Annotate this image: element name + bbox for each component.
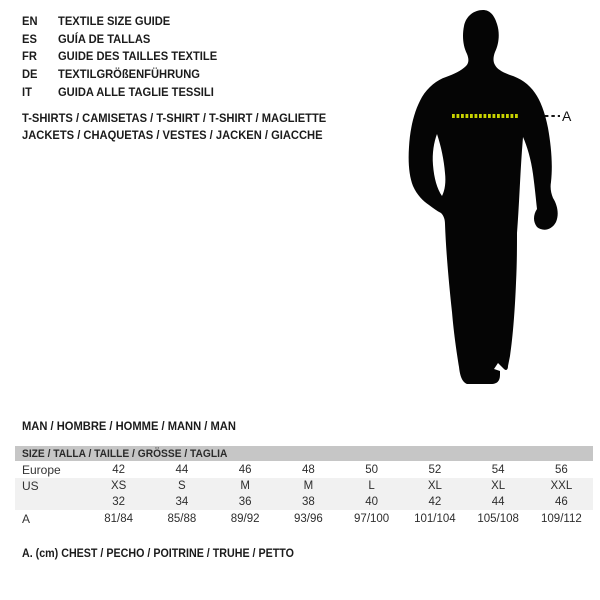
size-cell: 93/96 [293, 513, 323, 525]
size-cell: 105/108 [477, 513, 519, 525]
size-cell: 101/104 [414, 513, 456, 525]
section-title-man [22, 419, 252, 433]
row-label-us: US [22, 479, 39, 493]
size-cell: 81/84 [104, 513, 134, 525]
size-cell: 44 [491, 496, 505, 508]
language-code: FR [22, 49, 37, 64]
size-cell: 109/112 [541, 513, 582, 525]
language-code: ES [22, 31, 37, 46]
size-cell: L [368, 480, 375, 492]
language-title: GUÍA DE TALLAS [58, 31, 151, 46]
size-cell: M [240, 480, 250, 492]
size-cell: 56 [554, 463, 568, 476]
table-header-text: SIZE / TALLA / TAILLE / GRÖSSE / TAGLIA [22, 448, 228, 460]
man-silhouette [409, 10, 558, 384]
table-row-europe [15, 461, 593, 478]
size-cell: 48 [301, 463, 315, 476]
table-header [15, 446, 593, 461]
language-title: GUIDE DES TAILLES TEXTILE [58, 49, 218, 64]
measure-label-a: A [562, 108, 572, 124]
section-title-text: MAN / HOMBRE / HOMME / MANN / MAN [22, 419, 236, 433]
table-row-us [15, 478, 593, 510]
size-cell: 89/92 [230, 513, 260, 525]
size-cell: 46 [554, 496, 568, 508]
size-cell: S [178, 480, 186, 492]
category-line-jackets: JACKETS / CHAQUETAS / VESTES / JACKEN / GIACCHE [22, 127, 323, 142]
measurement-footnote [22, 548, 314, 560]
size-cell: 85/88 [167, 513, 197, 525]
table-row-us-numbers [15, 494, 593, 510]
size-cell: 54 [491, 463, 505, 476]
size-cell: 42 [428, 496, 442, 508]
language-code: DE [22, 66, 38, 81]
size-table [15, 446, 593, 528]
table-row-chest [15, 510, 593, 528]
language-title: TEXTILE SIZE GUIDE [58, 13, 171, 28]
size-cell: M [303, 480, 314, 492]
size-cell: 40 [365, 496, 379, 508]
size-cell: 46 [238, 463, 252, 476]
size-cell: 36 [238, 496, 252, 508]
size-cell: 50 [365, 463, 379, 476]
language-title: TEXTILGRÖßENFÜHRUNG [58, 66, 200, 81]
size-cell: XL [491, 480, 506, 492]
size-cell: 42 [112, 463, 126, 476]
language-title: GUIDA ALLE TAGLIE TESSILI [58, 84, 214, 99]
table-row-us-letters [15, 478, 593, 494]
size-cell: XXL [550, 480, 573, 492]
size-cell: 97/100 [354, 513, 390, 525]
category-line-tshirts: T-SHIRTS / CAMISETAS / T-SHIRT / T-SHIRT / MAGLIETTE [22, 111, 327, 125]
language-code: EN [22, 13, 38, 28]
size-cell: XL [427, 480, 442, 492]
size-cell: XS [110, 480, 127, 492]
measurement-footnote-text: A. (cm) CHEST / PECHO / POITRINE / TRUHE / PETTO [22, 548, 294, 560]
row-label-a: A [22, 512, 31, 526]
size-cell: 38 [301, 496, 315, 508]
size-cell: 44 [175, 463, 189, 476]
size-cell: 32 [112, 496, 126, 508]
size-cell: 34 [175, 496, 189, 508]
size-cell: 52 [428, 463, 442, 476]
row-label-europe: Europe [22, 462, 61, 477]
language-code: IT [22, 84, 32, 99]
